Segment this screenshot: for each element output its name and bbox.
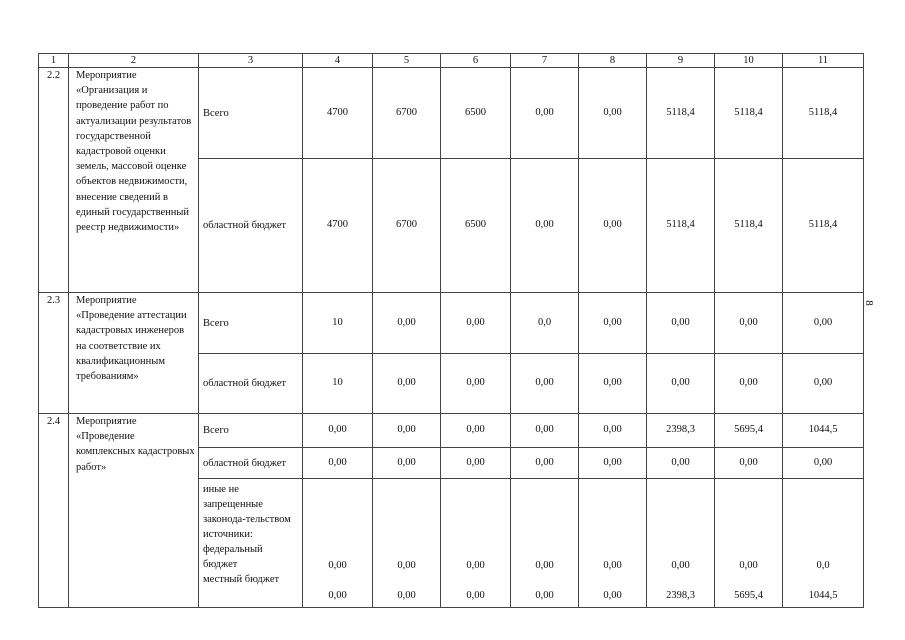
value-cell: 5118,4 xyxy=(783,68,864,159)
value-cell: 0,00 xyxy=(303,448,373,479)
activity-name: Мероприятие «Организация и проведение работ по актуализации результатов государственной кадастровой оценки земель, массовой оценке объектов недвижимости, внесение сведений в единый государственный реестр недвижимости» xyxy=(69,68,199,293)
value-cell: 0,00 xyxy=(579,414,647,448)
header-cell: 1 xyxy=(39,54,69,68)
value-cell xyxy=(373,479,441,608)
funding-source: Всего xyxy=(199,293,303,354)
value-local: 0,00 xyxy=(603,589,622,601)
value-cell: 0,00 xyxy=(579,448,647,479)
value-cell: 0,00 xyxy=(783,293,864,354)
value-cell xyxy=(511,479,579,608)
value-local: 5695,4 xyxy=(734,589,763,601)
header-row xyxy=(39,54,864,68)
page-number: 8 xyxy=(863,300,875,306)
value-cell: 0,00 xyxy=(579,354,647,414)
funding-source: Всего xyxy=(199,414,303,448)
value-cell: 2398,3 xyxy=(647,414,715,448)
value-local: 2398,3 xyxy=(666,589,695,601)
value-local: 0,00 xyxy=(328,589,347,601)
value-cell: 4700 xyxy=(303,68,373,159)
header-cell: 9 xyxy=(647,54,715,68)
value-cell: 5695,4 xyxy=(715,414,783,448)
table-row xyxy=(39,414,864,448)
header-cell: 2 xyxy=(69,54,199,68)
value-cell: 5118,4 xyxy=(715,68,783,159)
value-cell: 5118,4 xyxy=(715,159,783,293)
value-cell: 0,00 xyxy=(579,159,647,293)
table-row xyxy=(39,293,864,354)
value-cell: 5118,4 xyxy=(783,159,864,293)
value-cell: 6500 xyxy=(441,159,511,293)
value-federal: 0,00 xyxy=(603,560,622,572)
value-cell: 0,00 xyxy=(511,414,579,448)
header-cell: 4 xyxy=(303,54,373,68)
value-cell: 0,00 xyxy=(511,354,579,414)
funding-source: областной бюджет xyxy=(199,159,303,293)
value-cell: 0,00 xyxy=(441,414,511,448)
header-cell: 10 xyxy=(715,54,783,68)
value-cell: 10 xyxy=(303,354,373,414)
value-cell: 6700 xyxy=(373,159,441,293)
value-cell: 0,00 xyxy=(373,414,441,448)
value-federal: 0,00 xyxy=(397,560,416,572)
value-cell: 6500 xyxy=(441,68,511,159)
value-federal: 0,00 xyxy=(466,560,485,572)
value-cell xyxy=(441,479,511,608)
header-cell: 5 xyxy=(373,54,441,68)
value-federal: 0,00 xyxy=(535,560,554,572)
value-cell xyxy=(715,479,783,608)
value-local: 0,00 xyxy=(535,589,554,601)
value-cell xyxy=(579,479,647,608)
value-cell xyxy=(303,479,373,608)
value-cell: 1044,5 xyxy=(783,414,864,448)
value-cell: 6700 xyxy=(373,68,441,159)
funding-source: областной бюджет xyxy=(199,448,303,479)
funding-source xyxy=(199,479,303,608)
value-cell: 0,00 xyxy=(579,68,647,159)
funding-source: областной бюджет xyxy=(199,354,303,414)
activity-name: Мероприятие «Проведение комплексных кадастровых работ» xyxy=(69,414,199,608)
value-cell: 0,00 xyxy=(511,68,579,159)
funding-source-local: местный бюджет xyxy=(203,574,280,585)
value-cell: 0,00 xyxy=(647,354,715,414)
header-cell: 3 xyxy=(199,54,303,68)
header-cell: 8 xyxy=(579,54,647,68)
value-local: 0,00 xyxy=(397,589,416,601)
value-cell xyxy=(783,479,864,608)
value-local: 0,00 xyxy=(466,589,485,601)
value-federal: 0,0 xyxy=(816,560,830,572)
value-cell: 0,00 xyxy=(441,354,511,414)
value-federal: 0,00 xyxy=(671,560,690,572)
value-cell: 0,00 xyxy=(647,293,715,354)
funding-source: Всего xyxy=(199,68,303,159)
header-cell: 7 xyxy=(511,54,579,68)
value-cell: 0,00 xyxy=(441,448,511,479)
value-cell xyxy=(647,479,715,608)
value-cell: 10 xyxy=(303,293,373,354)
value-cell: 0,00 xyxy=(303,414,373,448)
value-cell: 5118,4 xyxy=(647,68,715,159)
value-cell: 5118,4 xyxy=(647,159,715,293)
value-cell: 0,00 xyxy=(511,159,579,293)
value-cell: 0,00 xyxy=(783,354,864,414)
value-cell: 0,00 xyxy=(373,293,441,354)
value-cell: 0,00 xyxy=(373,448,441,479)
table-row xyxy=(39,68,864,159)
value-cell: 0,00 xyxy=(715,448,783,479)
row-number: 2.4 xyxy=(39,414,69,608)
row-number: 2.2 xyxy=(39,68,69,293)
value-cell: 0,00 xyxy=(783,448,864,479)
value-cell: 0,00 xyxy=(579,293,647,354)
value-cell: 0,00 xyxy=(373,354,441,414)
header-cell: 11 xyxy=(783,54,864,68)
value-cell: 0,00 xyxy=(715,354,783,414)
value-cell: 0,00 xyxy=(511,448,579,479)
activity-name: Мероприятие «Проведение аттестации кадастровых инженеров на соответствие их квалификационным требованиям» xyxy=(69,293,199,414)
value-cell: 0,00 xyxy=(647,448,715,479)
value-cell: 0,00 xyxy=(441,293,511,354)
header-cell: 6 xyxy=(441,54,511,68)
value-local: 1044,5 xyxy=(808,589,838,601)
row-number: 2.3 xyxy=(39,293,69,414)
value-cell: 4700 xyxy=(303,159,373,293)
value-federal: 0,00 xyxy=(739,560,758,572)
budget-table xyxy=(38,53,864,608)
value-federal: 0,00 xyxy=(328,560,347,572)
value-cell: 0,00 xyxy=(715,293,783,354)
value-cell: 0,0 xyxy=(511,293,579,354)
funding-source-other: иные не запрещенные законода-тельством источники: федеральный бюджет xyxy=(203,484,291,570)
